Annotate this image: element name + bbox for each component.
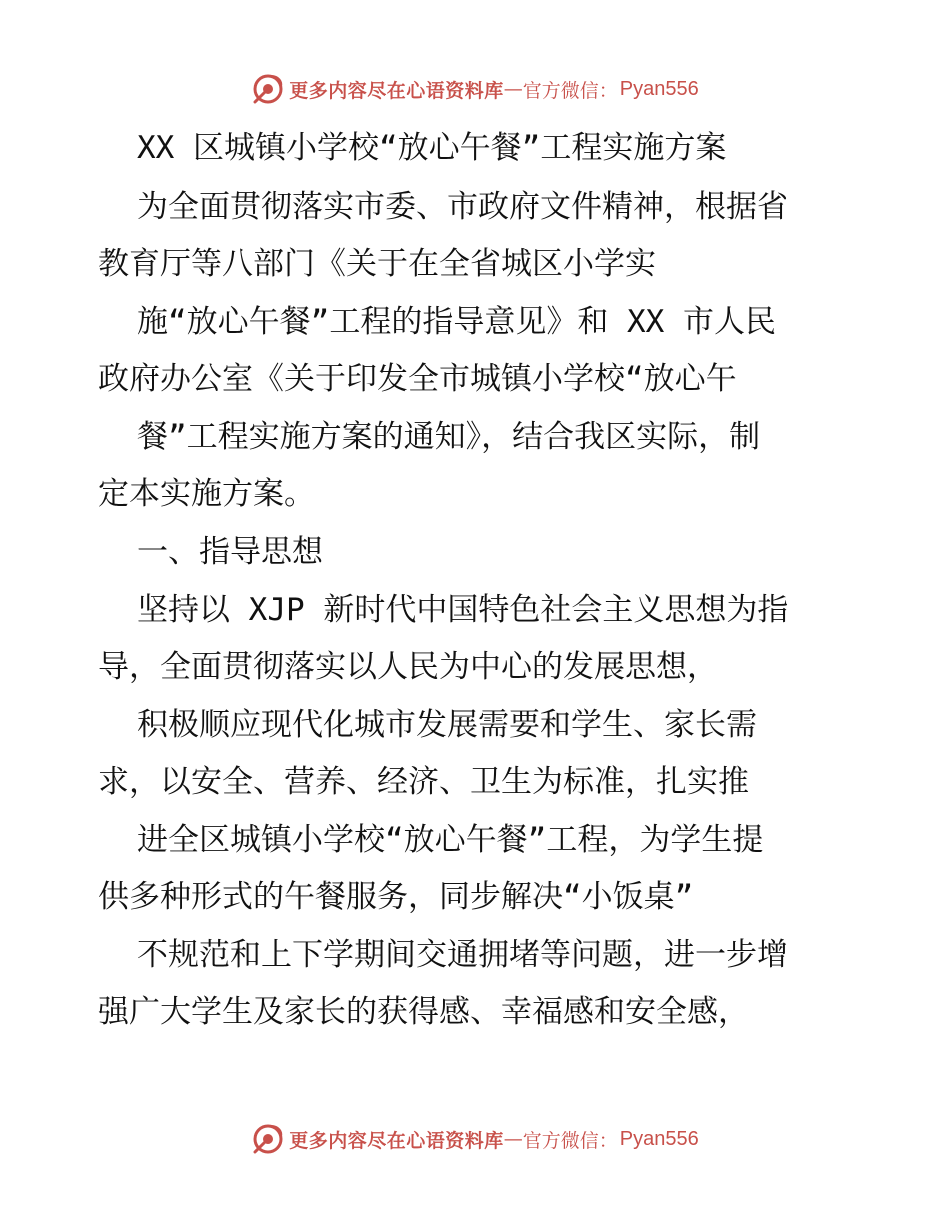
paragraph-line: 不规范和上下学期间交通拥堵等问题，进一步增 <box>137 937 788 973</box>
document-title: XX 区城镇小学校“放心午餐”工程实施方案 <box>137 130 727 166</box>
paragraph-line: 餐”工程实施方案的通知》，结合我区实际，制 <box>137 419 761 455</box>
quill-seal-icon <box>251 72 285 106</box>
paragraph-line: 定本实施方案。 <box>98 476 315 512</box>
paragraph-line: 为全面贯彻落实市委、市政府文件精神，根据省 <box>137 189 788 225</box>
paragraph-line: 坚持以 XJP 新时代中国特色社会主义思想为指 <box>137 592 789 628</box>
section-heading: 一、指导思想 <box>137 534 323 570</box>
banner-wechat-label: 官方微信： <box>522 79 618 102</box>
banner-wechat-id: Pyan556 <box>619 77 699 100</box>
paragraph-line: 进全区城镇小学校“放心午餐”工程，为学生提 <box>137 822 764 858</box>
paragraph-line: 导，全面贯彻落实以人民为中心的发展思想， <box>98 649 718 685</box>
banner-main-text: 更多内容尽在心语资料库 <box>289 79 504 102</box>
paragraph-line: 求，以安全、营养、经济、卫生为标准，扎实推 <box>98 764 749 800</box>
banner-main-text: 更多内容尽在心语资料库 <box>289 1129 504 1152</box>
header-banner <box>0 72 950 106</box>
paragraph-line: 积极顺应现代化城市发展需要和学生、家长需 <box>137 707 757 743</box>
paragraph-line: 施“放心午餐”工程的指导意见》和 XX 市人民 <box>137 304 776 340</box>
paragraph-line: 政府办公室《关于印发全市城镇小学校“放心午 <box>98 361 737 397</box>
paragraph-line: 教育厅等八部门《关于在全省城区小学实 <box>98 246 656 282</box>
quill-seal-icon <box>251 1122 285 1156</box>
banner-separator: — <box>503 1128 523 1150</box>
banner-wechat-label: 官方微信： <box>522 1129 618 1152</box>
footer-banner <box>0 1122 950 1156</box>
paragraph-line: 强广大学生及家长的获得感、幸福感和安全感， <box>98 994 749 1030</box>
paragraph-line: 供多种形式的午餐服务，同步解决“小饭桌” <box>98 879 694 915</box>
banner-wechat-id: Pyan556 <box>619 1127 699 1150</box>
banner-separator: — <box>503 78 523 100</box>
